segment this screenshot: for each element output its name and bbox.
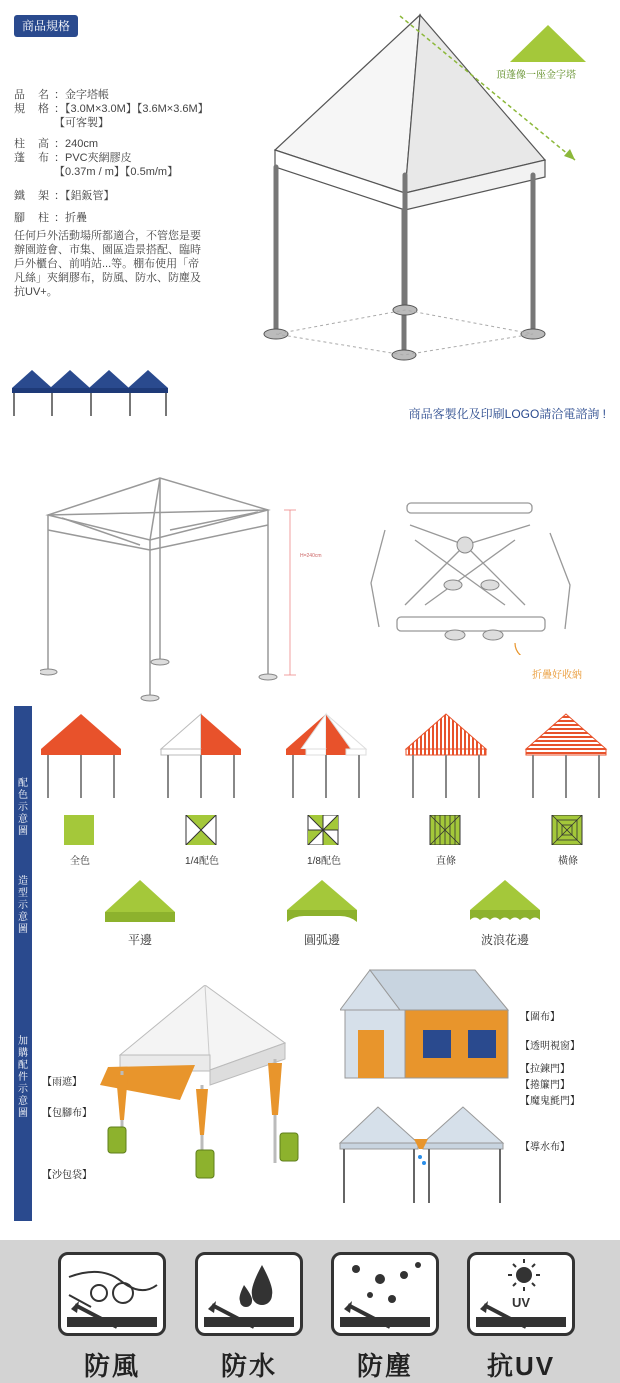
color-tent-full: [41, 714, 121, 798]
spec-value: 折疊: [65, 212, 87, 224]
spec-key: 品 名: [14, 89, 50, 101]
sidebar-color-label: 配色示意圖: [18, 778, 28, 837]
swatch-quarter: [186, 815, 216, 845]
color-tent-horizontal-stripe: [526, 714, 606, 798]
spec-row: [14, 165, 178, 180]
feature-label-wind: 防風: [83, 1351, 140, 1381]
spec-value: 【可客製】: [54, 117, 109, 129]
spec-key: 蓬 布: [14, 152, 50, 164]
feature-label-uv: 抗UV: [486, 1351, 556, 1381]
spec-row: 蓬 布 ：PVC夾網膠皮: [14, 152, 132, 164]
spec-key: 腳 柱: [14, 212, 50, 224]
spec-value: 金字塔帳: [65, 89, 109, 101]
accessory-side-wall: [340, 965, 515, 1080]
uv-text: UV: [512, 1295, 531, 1310]
spec-row: 品 名 ：金字塔帳: [14, 89, 109, 101]
accessory-label: 【透明視窗】: [520, 1041, 580, 1052]
sidebar-accessory-label: 加購配件示意圖: [18, 1036, 28, 1119]
color-option-label: 1/8配色: [307, 856, 341, 867]
spec-value: 【0.37m / m】【0.5m/m】: [54, 166, 179, 178]
accessory-label: 【雨遮】: [42, 1077, 82, 1088]
frame-height-label: H=240cm: [300, 553, 322, 559]
section-tag: 商品規格: [14, 15, 78, 37]
feature-label-dust: 防塵: [356, 1351, 413, 1381]
shape-flat: [105, 880, 175, 922]
swatch-eighth: [308, 815, 338, 845]
accessory-gutter: [338, 1105, 518, 1205]
accessory-label: 【圍布】: [520, 1012, 560, 1023]
shape-options: [100, 878, 560, 926]
color-option-label: 1/4配色: [185, 856, 219, 867]
spec-value: 【鋁鈑管】: [65, 190, 115, 202]
spec-value: PVC夾網膠皮: [65, 152, 132, 164]
shape-arc: [287, 880, 357, 922]
sidebar: [14, 706, 32, 1221]
spec-row: 鐵 架 ：【鋁鈑管】: [14, 190, 115, 202]
accessory-label: 【沙包袋】: [42, 1170, 92, 1181]
sidebar-shape-label: 造型示意圖: [18, 876, 28, 935]
accessory-label: 【魔鬼氈門】: [520, 1096, 580, 1107]
spec-key: 規 格: [14, 103, 50, 115]
pyramid-tip-label: 頂蓬像一座金字塔: [496, 70, 576, 81]
spec-value: 240cm: [65, 138, 99, 150]
uv-sun-icon: [467, 1252, 575, 1336]
swatch-vertical: [430, 815, 460, 845]
spec-value: 【3.0M×3.0M】【3.6M×3.6M】: [65, 103, 209, 115]
accessory-label: 【包腳布】: [42, 1108, 92, 1119]
color-option-label: 直條: [436, 856, 456, 867]
color-tent-eighth: [286, 714, 366, 798]
shape-option-label: 波浪花邊: [480, 933, 529, 947]
color-option-tents: [36, 712, 620, 802]
color-swatches: [64, 815, 584, 845]
swatch-horizontal: [552, 815, 582, 845]
spec-key: 柱 高: [14, 138, 50, 150]
wind-icon: [58, 1252, 166, 1336]
accessory-label: 【拉鍊門】: [520, 1064, 570, 1075]
accessory-label: 【捲簾門】: [520, 1080, 570, 1091]
folding-diagram: [365, 495, 580, 655]
color-tent-vertical-stripe: [406, 714, 486, 798]
product-description: 任何戶外活動場所都適合，不管您是要辦園遊會、市集、園區造景搭配、臨時戶外櫃台、前哨站...等。棚布使用「帝凡絲」夾網膠布，防風、防水、防塵及抗UV+。: [14, 230, 201, 298]
blue-tent-row: [12, 370, 172, 418]
spec-key: 鐵 架: [14, 190, 50, 202]
color-option-label: 橫條: [558, 856, 578, 867]
spec-row: 柱 高 ：240cm: [14, 138, 99, 150]
accessory-tent-rain-cover: [100, 985, 300, 1185]
dust-icon: [331, 1252, 439, 1336]
swatch-full: [64, 815, 94, 845]
spec-row: 規 格 ：【3.0M×3.0M】【3.6M×3.6M】: [14, 103, 209, 115]
feature-label-water: 防水: [220, 1351, 277, 1381]
shape-option-label: 圓弧邊: [303, 933, 340, 947]
shape-wave: [470, 880, 540, 920]
customize-contact-note: 商品客製化及印刷LOGO請洽電諮詢 !: [408, 407, 606, 421]
pyramid-tent-illustration: [220, 10, 620, 370]
spec-row: 腳 柱 ：折疊: [14, 212, 87, 224]
spec-row: [14, 116, 109, 131]
feature-bar: [0, 1240, 620, 1383]
water-drop-icon: [195, 1252, 303, 1336]
accessory-label: 【導水布】: [520, 1142, 570, 1153]
shape-option-label: 平邊: [127, 933, 152, 947]
color-tent-quarter: [161, 714, 241, 798]
fold-label: 折疊好收納: [532, 670, 582, 681]
color-option-label: 全色: [70, 856, 90, 867]
frame-diagram: [40, 470, 320, 705]
